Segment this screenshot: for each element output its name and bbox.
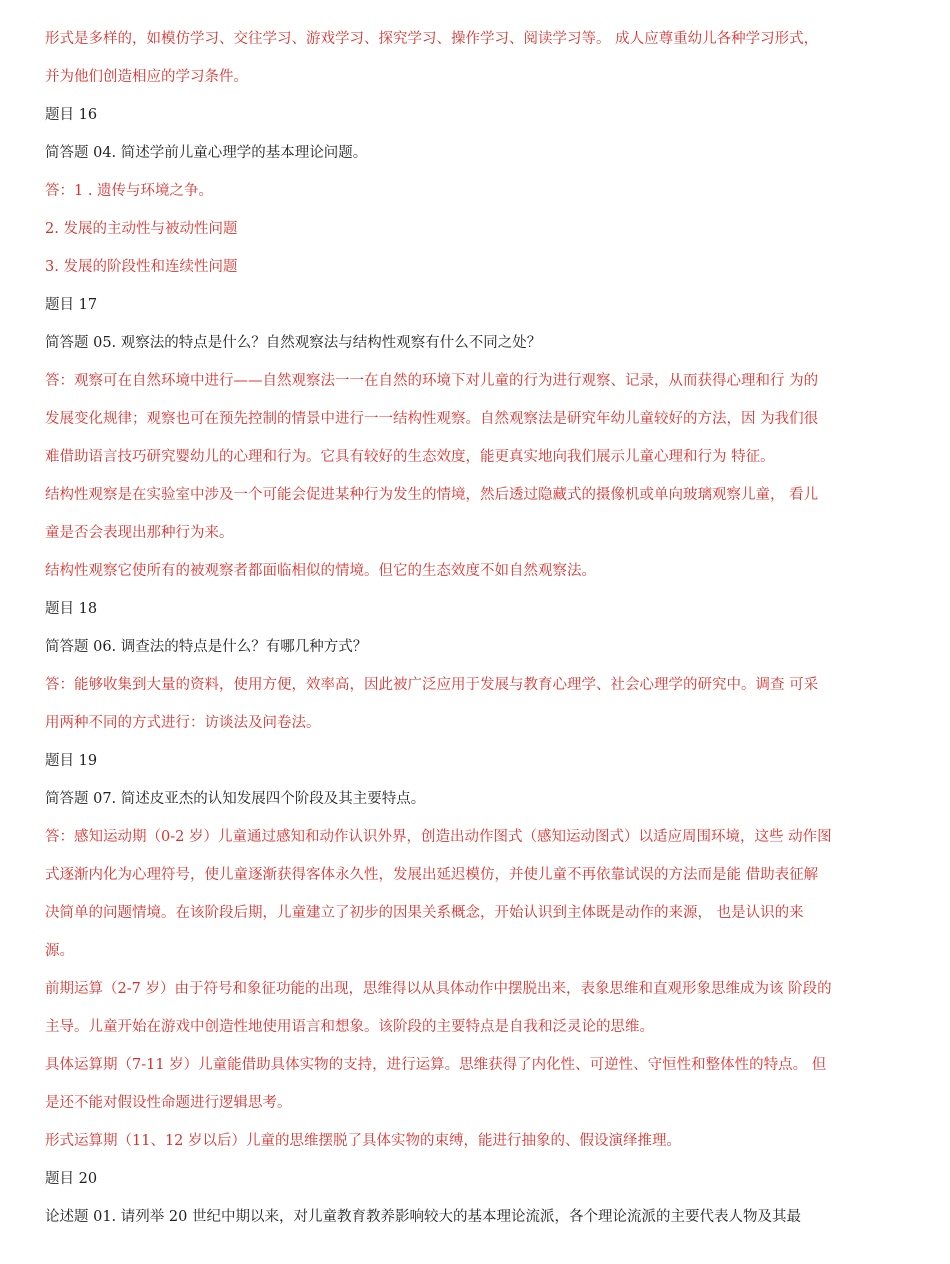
answer-line: 难借助语言技巧研究婴幼儿的心理和行为。它具有较好的生态效度，能更真实地向我们展示儿童心理和行为 特征。 bbox=[45, 449, 775, 465]
answer-line: 3. 发展的阶段性和连续性问题 bbox=[45, 259, 238, 275]
answer-line: 式逐渐内化为心理符号，使儿童逐渐获得客体永久性，发展出延迟模仿，并使儿童不再依靠试误的方法而是能 借助表征解 bbox=[45, 867, 819, 883]
question-number: 题目 17 bbox=[45, 297, 98, 313]
answer-line: 前期运算（2-7 岁）由于符号和象征功能的出现，思维得以从具体动作中摆脱出来，表象思维和直观形象思维成为该 阶段的 bbox=[45, 981, 832, 997]
answer-line: 答：能够收集到大量的资料，使用方便，效率高，因此被广泛应用于发展与教育心理学、社会心理学的研究中。调查 可采 bbox=[45, 677, 819, 693]
answer-line: 发展变化规律；观察也可在预先控制的情景中进行一一结构性观察。自然观察法是研究年幼儿童较好的方法，因 为我们很 bbox=[45, 411, 819, 427]
question-text: 论述题 01. 请列举 20 世纪中期以来，对儿童教育教养影响较大的基本理论流派，各个理论流派的主要代表人物及其最 bbox=[45, 1209, 801, 1225]
question-text: 简答题 05. 观察法的特点是什么？自然观察法与结构性观察有什么不同之处？ bbox=[45, 335, 542, 351]
answer-line: 源。 bbox=[45, 943, 74, 959]
question-number: 题目 20 bbox=[45, 1171, 98, 1187]
answer-line: 决简单的问题情境。在该阶段后期，儿童建立了初步的因果关系概念，开始认识到主体既是动作的来源， 也是认识的来 bbox=[45, 905, 804, 921]
answer-line: 答：感知运动期（0-2 岁）儿童通过感知和动作认识外界，创造出动作图式（感知运动图式）以适应周围环境，这些 动作图 bbox=[45, 829, 832, 845]
answer-line: 结构性观察是在实验室中涉及一个可能会促进某种行为发生的情境，然后透过隐藏式的摄像机或单向玻璃观察儿童， 看儿 bbox=[45, 487, 819, 503]
question-number: 题目 18 bbox=[45, 601, 98, 617]
answer-line: 是还不能对假设性命题进行逻辑思考。 bbox=[45, 1095, 292, 1111]
answer-line: 答：观察可在自然环境中进行——自然观察法一一在自然的环境下对儿童的行为进行观察、记录，从而获得心理和行 为的 bbox=[45, 373, 819, 389]
answer-line: 2. 发展的主动性与被动性问题 bbox=[45, 221, 238, 237]
answer-line: 形式运算期（11、12 岁以后）儿童的思维摆脱了具体实物的束缚，能进行抽象的、假设演绎推理。 bbox=[45, 1133, 682, 1149]
answer-line: 具体运算期（7-11 岁）儿童能借助具体实物的支持，进行运算。思维获得了内化性、可逆性、守恒性和整体性的特点。 但 bbox=[45, 1057, 827, 1073]
question-text: 简答题 06. 调查法的特点是什么？有哪几种方式？ bbox=[45, 639, 368, 655]
answer-line: 用两种不同的方式进行：访谈法及问卷法。 bbox=[45, 715, 321, 731]
text-line: 并为他们创造相应的学习条件。 bbox=[45, 69, 248, 85]
question-text: 简答题 04. 简述学前儿童心理学的基本理论问题。 bbox=[45, 145, 368, 161]
answer-line: 童是否会表现出那种行为来。 bbox=[45, 525, 234, 541]
question-number: 题目 16 bbox=[45, 107, 98, 123]
question-number: 题目 19 bbox=[45, 753, 98, 769]
answer-line: 答：1 . 遗传与环境之争。 bbox=[45, 183, 214, 199]
answer-line: 主导。儿童开始在游戏中创造性地使用语言和想象。该阶段的主要特点是自我和泛灵论的思维。 bbox=[45, 1019, 654, 1035]
text-line: 形式是多样的，如模仿学习、交往学习、游戏学习、探究学习、操作学习、阅读学习等。 成人应尊重幼儿各种学习形式， bbox=[45, 31, 819, 47]
question-text: 简答题 07. 简述皮亚杰的认知发展四个阶段及其主要特点。 bbox=[45, 791, 426, 807]
answer-line: 结构性观察它使所有的被观察者都面临相似的情境。但它的生态效度不如自然观察法。 bbox=[45, 563, 596, 579]
